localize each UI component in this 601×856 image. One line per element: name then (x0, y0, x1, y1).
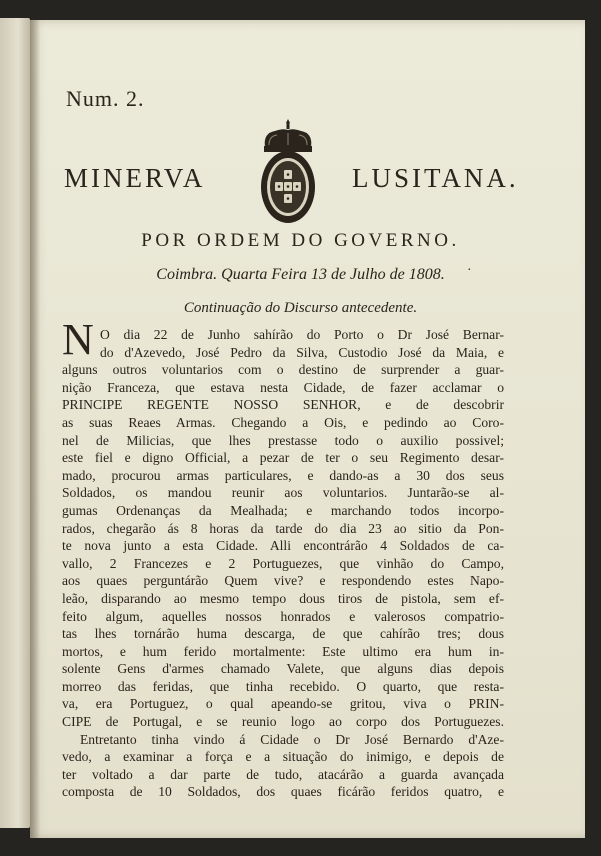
article-line: va, era Portuguez, o qual apeando-se gritou, viva o PRIN- (62, 696, 504, 712)
page-gutter-shadow (30, 20, 40, 838)
royal-crest-icon (255, 117, 321, 227)
article-line: este fiel e digno Official, a pezar de ter o seu Regimento desar- (62, 450, 504, 466)
issue-number: Num. 2. (66, 86, 145, 111)
article-line: as suas Reaes Armas. Chegando a Ois, e pedindo ao Coro- (62, 414, 504, 430)
article-line: PRINCIPE REGENTE NOSSO SENHOR, e de descobrir (62, 397, 504, 413)
article-line: gumas Ordenanças da Mealhada; e marchando todos incorpo- (62, 502, 504, 518)
article-line: do d'Azevedo, José Pedro da Silva, Custodio José da Maia, e (100, 344, 504, 360)
article-line: vedo, a examinar a força e a situação do inimigo, e depois de (62, 749, 504, 765)
article-line: ter voltado a dar parte de tudo, atacárão a guarda avançada (62, 766, 504, 782)
masthead-right: LUSITANA. (352, 163, 519, 193)
publication-date: Coimbra. Quarta Feira 13 de Julho de 1808. (156, 266, 445, 283)
article-line: aos quaes perguntárão Quem vive? e respondendo estes Napo- (62, 573, 504, 589)
government-order-line: POR ORDEM DO GOVERNO. (141, 230, 460, 251)
article-body (62, 326, 504, 801)
article-line: feito algum, aquelles nossos honrados e valerosos compatrio- (62, 608, 504, 624)
article-line: rados, chegarão ás 8 horas da tarde do dia 23 ao sitio da Pon- (62, 520, 504, 536)
article-line: solente Gens d'armes chamado Valete, que alguns dias depois (62, 661, 504, 677)
article-line: mado, procurou armas particulares, e dando-as a 30 dos seus (62, 467, 504, 483)
article-line: vallo, 2 Francezes e 2 Portuguezes, que vinhão do Campo, (62, 555, 504, 571)
article-line: te nova junto a esta Cidade. Alli encontrárão 4 Soldados de ca- (62, 538, 504, 554)
article-line: nel de Milicias, que lhes prestasse todo o auxilio possivel; (62, 432, 504, 448)
masthead-left: MINERVA (64, 163, 206, 193)
margin-mark: · (467, 263, 472, 278)
facing-page-edge (0, 18, 30, 828)
article-line: alguns outros voluntarios com o destino de surprender a guar- (62, 362, 504, 378)
article-line: Soldados, os mandou reunir aos voluntarios. Juntarão-se al- (62, 485, 504, 501)
article-line: tas lhes tornárão huma descarga, de que cahírão tres; dous (62, 626, 504, 642)
article-line: composta de 10 Soldados, dos quaes ficárão feridos quatro, e (62, 784, 504, 800)
article-line: leão, disparando ao mesmo tempo dous tiros de pistola, sem ef- (62, 590, 504, 606)
article-line: CIPE de Portugal, e se reunio logo ao corpo dos Portuguezes. (62, 714, 504, 730)
continuation-heading: Continuação do Discurso antecedente. (183, 300, 418, 316)
drop-cap: N (62, 315, 94, 364)
article-line: O dia 22 de Junho sahírão do Porto o Dr José Bernar- (100, 327, 504, 342)
article-line: Entretanto tinha vindo á Cidade o Dr José Bernardo d'Aze- (80, 731, 504, 747)
article-line: morreo das feridas, que tinha recebido. O quarto, que resta- (62, 678, 504, 694)
article-line: nição Franceza, que estava nesta Cidade, de fazer acclamar o (62, 379, 504, 395)
article-line: mortos, e hum ferido mortalmente: Este ultimo era hum in- (62, 643, 504, 659)
